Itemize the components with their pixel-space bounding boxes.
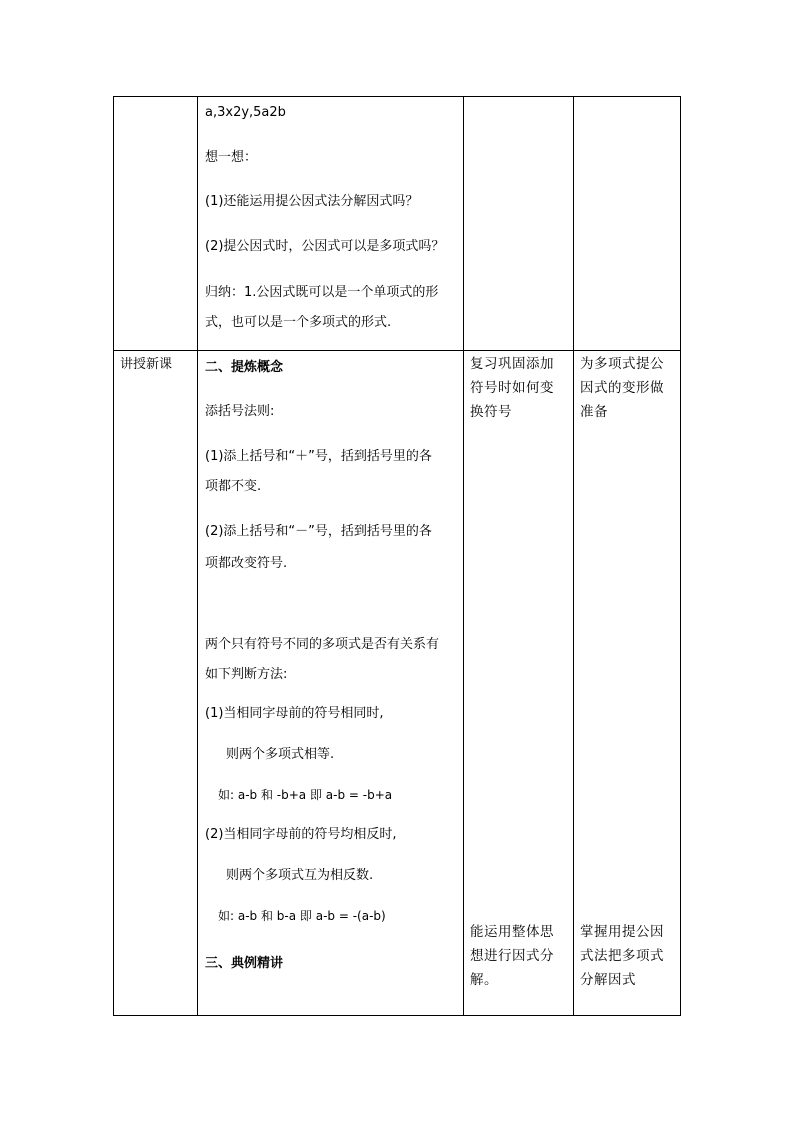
bracket-rule-label: 添括号法则: [205, 404, 275, 419]
rule-1-line-1: (1)添上括号和“＋”号，括到括号里的各 [205, 449, 432, 464]
table-right-border [680, 96, 681, 1016]
text-line: 换符号 [470, 404, 512, 420]
case-1-example: 如: a-b 和 -b+a 即 a-b = -b+a [218, 788, 393, 802]
text-line: 为多项式提公 [580, 356, 664, 372]
judge-method-line-1: 两个只有符号不同的多项式是否有关系有 [205, 637, 440, 652]
question-1: (1)还能运用提公因式法分解因式吗？ [205, 194, 419, 209]
rule-2-line-2: 项都改变符号. [205, 556, 288, 571]
heading-example-lecture: 三、典例精讲 [205, 956, 284, 971]
design-intent-prepare [580, 352, 664, 424]
judge-method-line-2: 如下判断方法: [205, 667, 288, 682]
section-label-new-lesson: 讲授新课 [120, 357, 173, 372]
table-row-divider [113, 350, 681, 351]
rule-1-line-2: 项都不变. [205, 479, 262, 494]
case-2-condition: (2)当相同字母前的符号均相反时, [205, 827, 397, 842]
student-activity-whole-thinking [470, 920, 554, 992]
summary-line-2: 式，也可以是一个多项式的形式. [205, 315, 392, 330]
text-line: 式法把多项式 [580, 948, 664, 964]
table-col-divider-2 [463, 96, 464, 1016]
think-label: 想一想： [205, 150, 258, 165]
table-bottom-border [113, 1015, 681, 1016]
table-col-divider-1 [197, 96, 198, 1016]
design-intent-master-factoring [580, 920, 664, 992]
table-left-border [113, 96, 114, 1016]
summary-line-1: 归纳：1.公因式既可以是一个单项式的形 [205, 285, 439, 300]
heading-refine-concept: 二、提炼概念 [205, 360, 284, 375]
text-line: 准备 [580, 404, 608, 420]
text-line: 符号时如何变 [470, 380, 554, 396]
case-2-example: 如: a-b 和 b-a 即 a-b = -(a-b) [218, 909, 386, 923]
text-line: 想进行因式分 [470, 948, 554, 964]
case-1-condition: (1)当相同字母前的符号相同时, [205, 706, 384, 721]
text-line: 复习巩固添加 [470, 356, 554, 372]
text-line: 掌握用提公因 [580, 924, 664, 940]
text-line: 解。 [470, 972, 498, 988]
text-line: 因式的变形做 [580, 380, 664, 396]
case-1-result: 则两个多项式相等. [226, 747, 335, 762]
student-activity-review [470, 352, 554, 424]
monomial-examples: a,3x2y,5a2b [205, 105, 286, 120]
question-2: (2)提公因式时，公因式可以是多项式吗？ [205, 239, 445, 254]
table-col-divider-3 [573, 96, 574, 1016]
table-top-border [113, 96, 681, 97]
text-line: 能运用整体思 [470, 924, 554, 940]
case-2-result: 则两个多项式互为相反数. [226, 868, 374, 883]
text-line: 分解因式 [580, 972, 636, 988]
rule-2-line-1: (2)添上括号和“－”号，括到括号里的各 [205, 524, 432, 539]
